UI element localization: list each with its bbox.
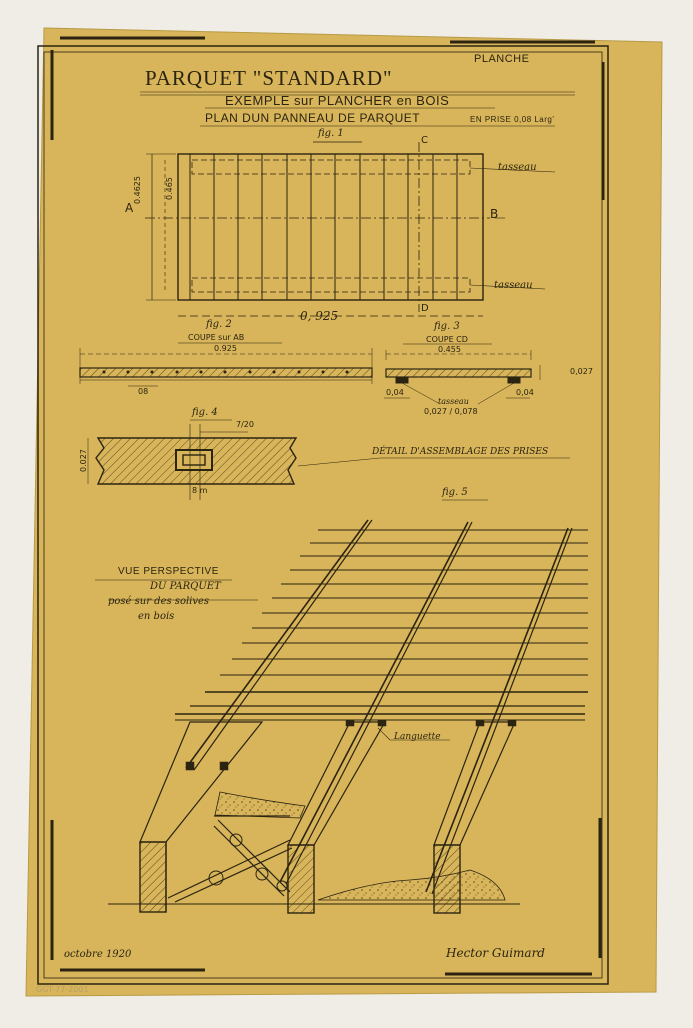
fig4-dim-bottom: 8 m	[192, 486, 208, 495]
vue-line3: posé sur des solives	[108, 596, 210, 607]
plan-suffix: EN PRISE 0,08 Larg'	[470, 115, 555, 124]
fig3-caption: COUPE CD	[426, 335, 468, 344]
paper	[26, 28, 662, 996]
point-b: B	[490, 207, 499, 221]
fig1-width-dim: 0, 925	[300, 309, 339, 323]
fig4-detail-caption: DÉTAIL D'ASSEMBLAGE DES PRISES	[372, 447, 549, 457]
fig4-dim-top: 7/20	[236, 420, 254, 429]
stamp: GGT-77-2001	[36, 985, 89, 994]
fig3-right: 0,04	[516, 388, 534, 397]
fig3-height: 0,027	[570, 367, 593, 376]
fig3-label: fig. 3	[434, 321, 460, 332]
tasseau-top-label: tasseau	[498, 162, 537, 173]
date-label: octobre 1920	[64, 949, 132, 960]
planche-label: PLANCHE	[474, 53, 530, 65]
languette-label: Languette	[394, 732, 441, 742]
fig3-left: 0,04	[386, 388, 404, 397]
fig2-spacing: 08	[138, 387, 149, 396]
fig1-height-outer: 0.4625	[133, 176, 142, 204]
point-d: D	[421, 303, 429, 314]
fig3-tasseau: tasseau	[438, 397, 469, 406]
point-c: C	[421, 135, 428, 146]
page-title: PARQUET "STANDARD"	[145, 66, 393, 90]
fig4-label: fig. 4	[192, 407, 218, 418]
fig1-height-inner: 0.465	[165, 177, 174, 200]
fig2-label: fig. 2	[206, 319, 232, 330]
plan-line: PLAN DUN PANNEAU DE PARQUET	[205, 111, 421, 125]
fig5-label: fig. 5	[442, 487, 468, 498]
fig1-label: fig. 1	[318, 128, 344, 139]
fig4-dim-side: 0.027	[79, 449, 88, 472]
vue-line2: DU PARQUET	[150, 581, 221, 592]
vue-line4: en bois	[138, 611, 175, 622]
fig3-tasseau-dims: 0,027 / 0,078	[424, 407, 478, 416]
signature: Hector Guimard	[446, 946, 545, 960]
subtitle: EXEMPLE sur PLANCHER en BOIS	[225, 93, 450, 108]
fig2-dim: 0.925	[214, 344, 237, 353]
fig3-dim: 0.455	[438, 345, 461, 354]
tasseau-bottom-label: tasseau	[494, 280, 533, 291]
point-a: A	[125, 201, 134, 215]
vue-line1: VUE PERSPECTIVE	[118, 566, 219, 577]
fig2-caption: COUPE sur AB	[188, 333, 245, 342]
